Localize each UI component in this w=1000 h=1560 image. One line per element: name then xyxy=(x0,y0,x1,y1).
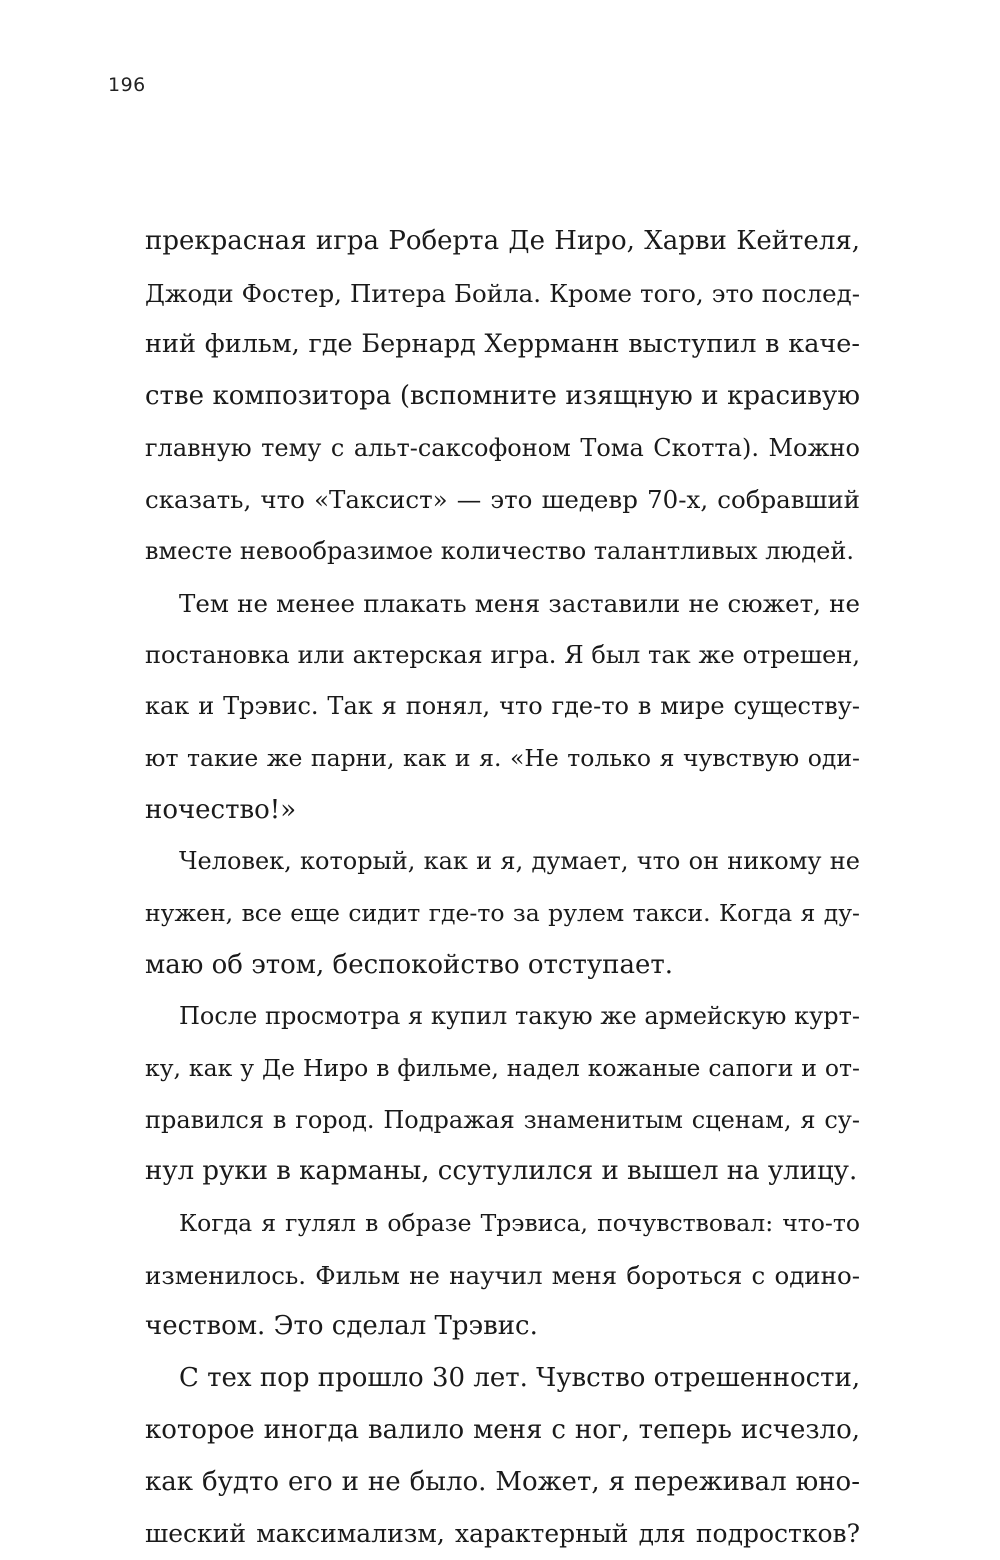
text-line: чеством. Это сделал Трэвис. xyxy=(145,1311,538,1342)
text-line: постановка или актерская игра. Я был так же отрешен, xyxy=(145,640,860,669)
text-line: которое иногда валило меня с ног, теперь исчезло, xyxy=(145,1414,860,1445)
text-line: маю об этом, беспокойство отступает. xyxy=(145,949,674,980)
paragraph xyxy=(145,1198,860,1353)
text-line: как и Трэвис. Так я понял, что где-то в мире существу- xyxy=(145,692,860,721)
text-line: ний фильм, где Бернард Херрманн выступил в каче- xyxy=(145,329,860,360)
text-line: После просмотра я купил такую же армейскую курт- xyxy=(179,1002,860,1031)
page-number: 196 xyxy=(108,74,146,96)
paragraph xyxy=(145,578,860,836)
text-line: изменилось. Фильм не научил меня бороться с одино- xyxy=(145,1260,860,1290)
text-line: сказать, что «Таксист» — это шедевр 70-х, собравший xyxy=(145,485,860,515)
text-line: вместе невообразимое количество талантливых людей. xyxy=(145,537,854,566)
text-line: С тех пор прошло 30 лет. Чувство отрешенности, xyxy=(179,1363,860,1394)
text-line: нужен, все еще сидит где-то за рулем такси. Когда я ду- xyxy=(145,898,860,927)
text-line: Когда я гулял в образе Трэвиса, почувствовал: что-то xyxy=(179,1209,860,1238)
paragraph xyxy=(145,216,860,578)
text-line: правился в город. Подражая знаменитым сценам, я су- xyxy=(145,1105,860,1134)
text-line: нул руки в карманы, ссутулился и вышел на улицу. xyxy=(145,1156,858,1187)
text-line: как будто его и не было. Может, я переживал юно- xyxy=(145,1466,860,1497)
text-line: главную тему с альт-саксофоном Тома Скотта). Можно xyxy=(145,433,860,462)
text-line: стве композитора (вспомните изящную и красивую xyxy=(145,381,860,412)
text-line: Тем не менее плакать меня заставили не сюжет, не xyxy=(179,588,860,618)
paragraph xyxy=(145,836,860,991)
text-line: Человек, который, как и я, думает, что он никому не xyxy=(179,847,860,876)
text-line: ют такие же парни, как и я. «Не только я чувствую оди- xyxy=(145,743,860,772)
paragraph xyxy=(145,991,860,1198)
text-line: шеский максимализм, характерный для подростков? xyxy=(145,1519,860,1549)
text-line: Джоди Фостер, Питера Бойла. Кроме того, это послед- xyxy=(145,278,860,308)
text-line: ку, как у Де Ниро в фильме, надел кожаные сапоги и от- xyxy=(145,1054,860,1082)
text-line: ночество!» xyxy=(145,794,297,825)
paragraph xyxy=(145,1353,860,1560)
body-text xyxy=(145,216,860,1560)
text-line: прекрасная игра Роберта Де Ниро, Харви Кейтеля, xyxy=(145,226,860,256)
